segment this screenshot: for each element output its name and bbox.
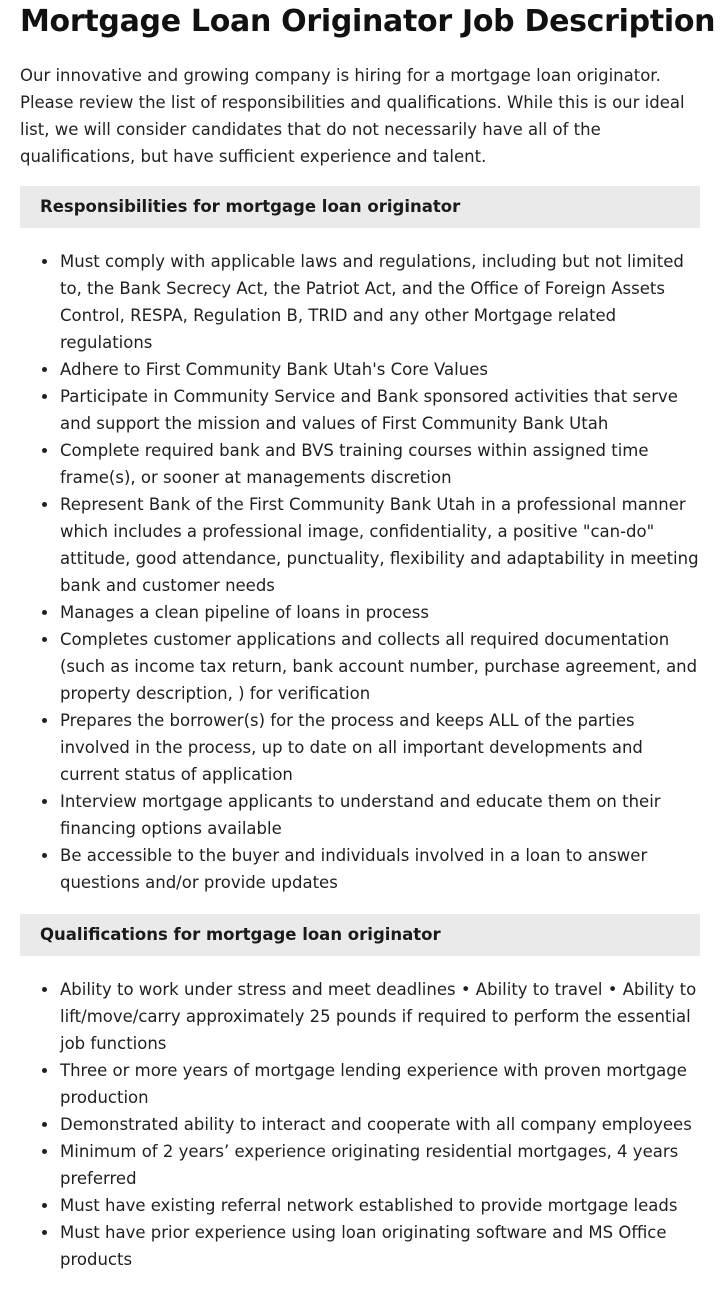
list-item: Completes customer applications and collects all required documentation (such as income tax return, bank account number, purchase agreement, and property description, ) for verification — [60, 626, 700, 707]
responsibilities-heading: Responsibilities for mortgage loan originator — [20, 186, 700, 228]
qualifications-heading: Qualifications for mortgage loan originator — [20, 914, 700, 956]
list-item: Must have prior experience using loan originating software and MS Office products — [60, 1219, 700, 1273]
list-item: Prepares the borrower(s) for the process and keeps ALL of the parties involved in the process, up to date on all important developments and current status of application — [60, 707, 700, 788]
list-item: Ability to work under stress and meet deadlines • Ability to travel • Ability to lift/move/carry approximately 25 pounds if required to perform the essential job functions — [60, 976, 700, 1057]
list-item: Interview mortgage applicants to understand and educate them on their financing options available — [60, 788, 700, 842]
list-item: Participate in Community Service and Bank sponsored activities that serve and support the mission and values of First Community Bank Utah — [60, 383, 700, 437]
page-title: Mortgage Loan Originator Job Description — [20, 4, 716, 39]
list-item: Minimum of 2 years’ experience originating residential mortgages, 4 years preferred — [60, 1138, 700, 1192]
list-item: Be accessible to the buyer and individuals involved in a loan to answer questions and/or provide updates — [60, 842, 700, 896]
qualifications-list — [20, 976, 700, 1273]
list-item: Represent Bank of the First Community Bank Utah in a professional manner which includes a professional image, confidentiality, a positive "can-do" attitude, good attendance, punctuality, flexibility and adaptability in meeting bank and customer needs — [60, 491, 700, 599]
list-item: Must comply with applicable laws and regulations, including but not limited to, the Bank Secrecy Act, the Patriot Act, and the Office of Foreign Assets Control, RESPA, Regulation B, TRID and any other Mortgage related regulations — [60, 248, 700, 356]
list-item: Adhere to First Community Bank Utah's Core Values — [60, 356, 700, 383]
responsibilities-list — [20, 248, 700, 896]
list-item: Demonstrated ability to interact and cooperate with all company employees — [60, 1111, 700, 1138]
list-item: Manages a clean pipeline of loans in process — [60, 599, 700, 626]
list-item: Complete required bank and BVS training courses within assigned time frame(s), or sooner at managements discretion — [60, 437, 700, 491]
list-item: Must have existing referral network established to provide mortgage leads — [60, 1192, 700, 1219]
intro-paragraph: Our innovative and growing company is hiring for a mortgage loan originator. Please review the list of responsibilities and qualifications. While this is our ideal list, we will consider candidates that do not necessarily have all of the qualifications, but have sufficient experience and talent. — [20, 66, 685, 166]
list-item: Three or more years of mortgage lending experience with proven mortgage production — [60, 1057, 700, 1111]
